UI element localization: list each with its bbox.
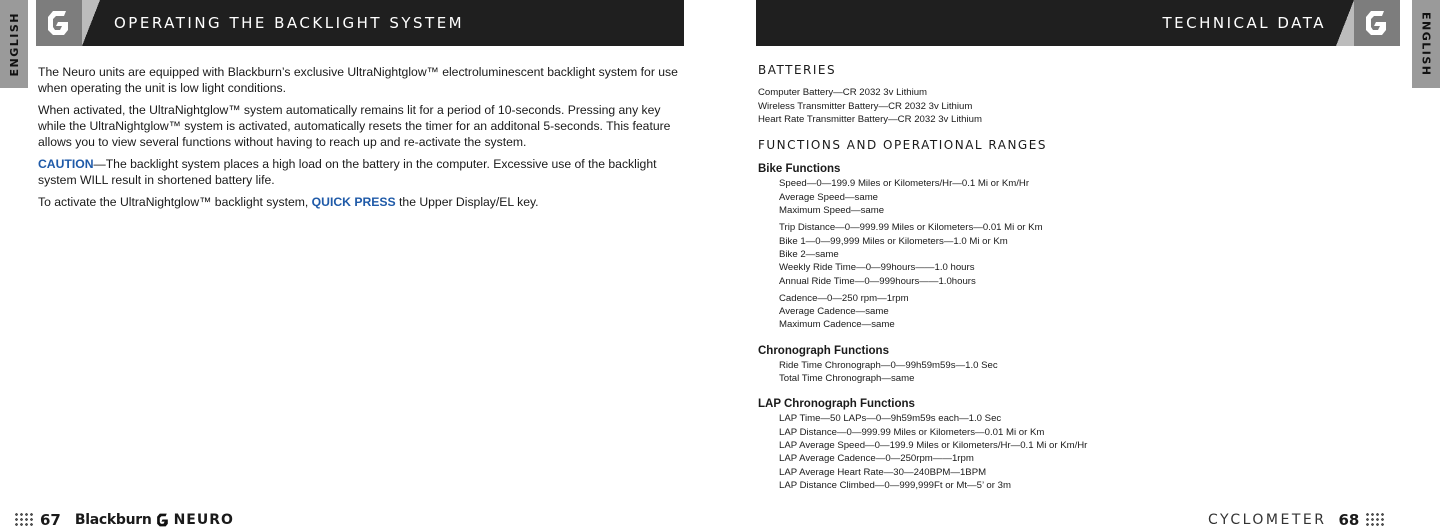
caution-paragraph: [38, 156, 688, 188]
intro-paragraph: The Neuro units are equipped with Blackburn’s exclusive UltraNightglow™ electroluminescent backlight system for use when operating the unit is low light conditions.: [38, 65, 678, 95]
list-item: Annual Ride Time—0—999hours——1.0hours: [779, 275, 976, 287]
language-tab-left: [0, 0, 28, 88]
batteries-list: [758, 86, 1378, 126]
page-title: TECHNICAL DATA: [1162, 14, 1326, 32]
list-item: Maximum Cadence—same: [779, 319, 895, 331]
list-item: LAP Distance—0—999.99 Miles or Kilometers—0.01 Mi or Km: [779, 426, 1045, 438]
group-heading: Chronograph Functions: [758, 344, 889, 357]
language-tab-right: [1412, 0, 1440, 88]
footer-label: CYCLOMETER: [1208, 512, 1327, 528]
caution-label: CAUTION: [38, 157, 94, 171]
list-item: Total Time Chronograph—same: [779, 373, 915, 385]
footer-right: [1208, 510, 1385, 530]
activate-suffix: the Upper Display/EL key.: [395, 195, 539, 209]
list-item: Maximum Speed—same: [779, 205, 885, 217]
product-logo: NEURO: [173, 512, 234, 528]
group-heading: Bike Functions: [758, 163, 841, 176]
quick-press-label: QUICK PRESS: [311, 195, 396, 209]
list-item: Average Speed—same: [779, 191, 879, 203]
timer-paragraph: When activated, the UltraNightglow™ system automatically remains lit for a period of 10-seconds. Pressing any key while the UltraNightglow™ system is activated, automatically resets the timer for an additonal 5-seconds. This feature allows you to view several functions without having to reach up and re-activate the system.: [38, 103, 671, 149]
list-item: Bike 2—same: [779, 248, 839, 260]
technical-data: [758, 64, 1378, 503]
list-item: Average Cadence—same: [779, 306, 889, 318]
brand-logo: Blackburn: [74, 512, 152, 528]
list-item: LAP Average Heart Rate—30—240BPM—1BPM: [779, 466, 987, 478]
chronograph-functions: [758, 343, 1378, 386]
language-tab-label: ENGLISH: [7, 11, 21, 77]
section-header-right: [756, 0, 1400, 46]
header-divider: [82, 0, 100, 46]
bike-functions: [758, 161, 1378, 331]
batteries-heading: BATTERIES: [758, 63, 837, 77]
caution-text: —The backlight system places a high load on the battery in the computer. Excessive use of the backlight system WILL result in shortened battery life.: [38, 157, 657, 187]
section-header-left: [36, 0, 684, 46]
list-item: Wireless Transmitter Battery—CR 2032 3v Lithium: [758, 100, 973, 112]
activate-prefix: To activate the UltraNightglow™ backlight system,: [38, 195, 312, 209]
list-item: LAP Time—50 LAPs—0—9h59m59s each—1.0 Sec: [779, 413, 1002, 425]
page-title: OPERATING THE BACKLIGHT SYSTEM: [114, 14, 465, 32]
page-number: 67: [40, 511, 61, 529]
group-heading: LAP Chronograph Functions: [758, 398, 915, 411]
footer-left: [14, 510, 234, 530]
header-divider: [1336, 0, 1354, 46]
lap-functions: [758, 396, 1378, 492]
blackburn-logo-icon: [36, 0, 82, 46]
list-item: Bike 1—0—99,999 Miles or Kilometers—1.0 Mi or Km: [779, 235, 1008, 247]
page-number: 68: [1338, 511, 1360, 529]
list-item: Heart Rate Transmitter Battery—CR 2032 3v Lithium: [758, 113, 982, 125]
list-item: LAP Average Speed—0—199.9 Miles or Kilometers/Hr—0.1 Mi or Km/Hr: [779, 439, 1088, 451]
functions-heading: FUNCTIONS AND OPERATIONAL RANGES: [758, 138, 1047, 153]
dot-grid-icon: [1365, 512, 1385, 528]
list-item: Weekly Ride Time—0—99hours——1.0 hours: [779, 262, 975, 274]
blackburn-logo-icon: [1354, 0, 1400, 46]
language-tab-label: ENGLISH: [1419, 11, 1433, 77]
list-item: Speed—0—199.9 Miles or Kilometers/Hr—0.1 Mi or Km/Hr: [779, 178, 1030, 190]
list-item: Ride Time Chronograph—0—99h59m59s—1.0 Sec: [779, 359, 998, 371]
list-item: Cadence—0—250 rpm—1rpm: [779, 292, 909, 304]
backlight-instructions: [38, 64, 688, 216]
list-item: LAP Distance Climbed—0—999,999Ft or Mt—5’ or 3m: [779, 479, 1011, 491]
blackburn-mark-icon: [155, 512, 171, 528]
list-item: LAP Average Cadence—0—250rpm——1rpm: [779, 453, 974, 465]
activate-paragraph: [38, 194, 688, 210]
list-item: Computer Battery—CR 2032 3v Lithium: [758, 87, 928, 99]
list-item: Trip Distance—0—999.99 Miles or Kilometers—0.01 Mi or Km: [779, 222, 1043, 234]
dot-grid-icon: [14, 512, 34, 528]
